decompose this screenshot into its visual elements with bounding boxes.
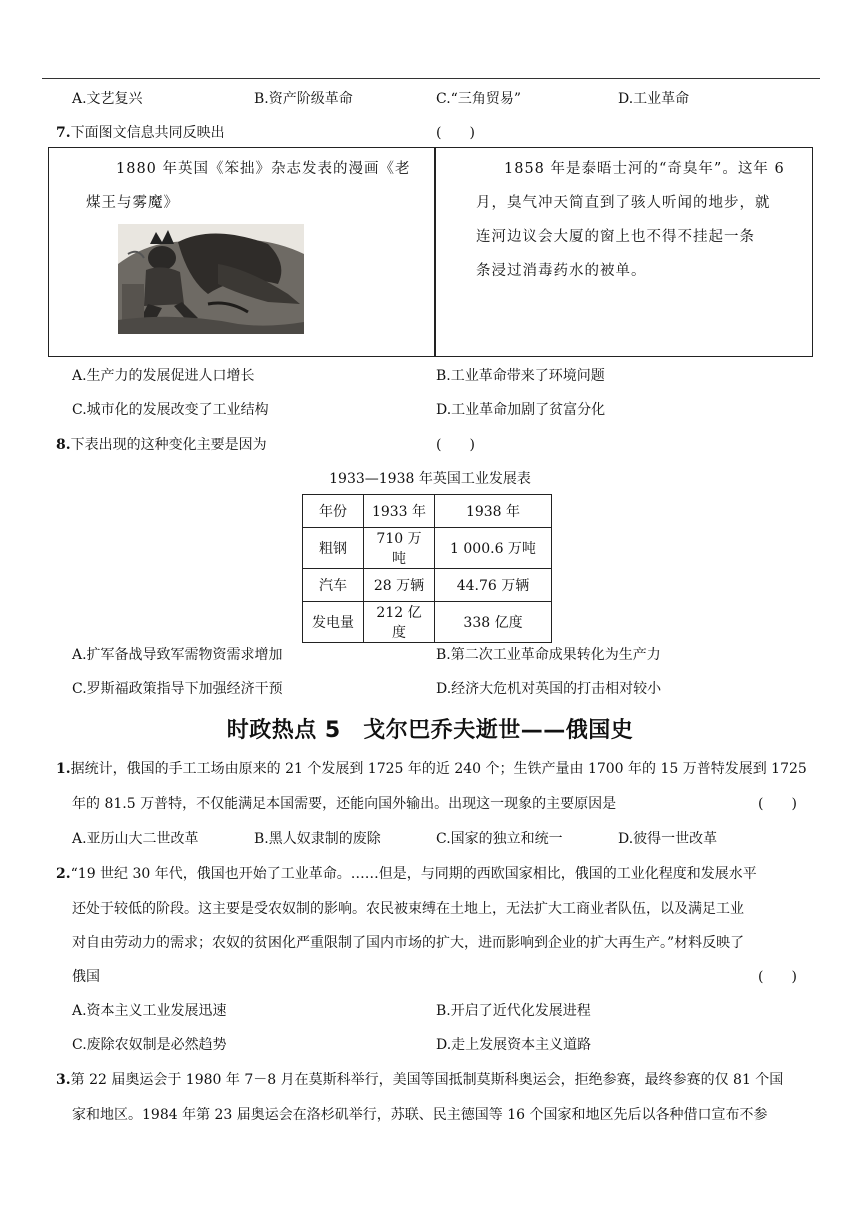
s3-line2: 家和地区。1984 年第 23 届奥运会在洛杉矶举行，苏联、民主德国等 16 个国家和地区先后以各种借口宣布不参 [72, 1107, 768, 1123]
q7-left-caption-line2: 煤王与雾魔》 [86, 195, 179, 211]
s1-line1 [56, 758, 807, 778]
s2-option-c[interactable]: C.废除农奴制是必然趋势 [72, 1037, 227, 1053]
table-cell: 28 万辆 [364, 569, 435, 602]
table-row [303, 528, 552, 569]
q8-stem-text: 下表出现的这种变化主要是因为 [70, 437, 267, 453]
top-option-a[interactable]: A.文艺复兴 [72, 91, 143, 107]
table-cell: 1 000.6 万吨 [435, 528, 552, 569]
s3-line1 [56, 1069, 783, 1089]
table-cell: 44.76 万辆 [435, 569, 552, 602]
table-cell: 710 万吨 [364, 528, 435, 569]
q7-option-c[interactable]: C.城市化的发展改变了工业结构 [72, 402, 269, 418]
table-header-cell: 年份 [303, 495, 364, 528]
q7-right-text-line3: 连河边议会大厦的窗上也不得不挂起一条 [476, 229, 755, 245]
q8-number: 8. [56, 437, 71, 453]
s2-line1-text: “19 世纪 30 年代，俄国也开始了工业革命。……但是，与同期的西欧国家相比，俄国的工业化程度和发展水平 [70, 866, 757, 882]
s1-option-b[interactable]: B.黑人奴隶制的废除 [254, 831, 381, 847]
q8-option-a[interactable]: A.扩军备战导致军需物资需求增加 [72, 647, 283, 663]
s2-option-a[interactable]: A.资本主义工业发展迅速 [72, 1003, 227, 1019]
s2-line3: 对自由劳动力的需求；农奴的贫困化严重限制了国内市场的扩大，进而影响到企业的扩大再生产。”材料反映了 [72, 935, 745, 951]
q7-answer-paren[interactable]: ( ) [436, 125, 475, 141]
s3-line1-text: 第 22 届奥运会于 1980 年 7－8 月在莫斯科举行，美国等国抵制莫斯科奥运会，拒绝参赛，最终参赛的仅 81 个国 [70, 1072, 784, 1088]
header-rule [42, 78, 820, 79]
q7-stem-text: 下面图文信息共同反映出 [70, 125, 225, 141]
q8-stem [56, 434, 267, 454]
top-option-b[interactable]: B.资产阶级革命 [254, 91, 353, 107]
top-option-d[interactable]: D.工业革命 [618, 91, 690, 107]
s1-option-a[interactable]: A.亚历山大二世改革 [72, 831, 199, 847]
q7-option-d[interactable]: D.工业革命加剧了贫富分化 [436, 402, 606, 418]
s2-line4: 俄国 [72, 969, 100, 985]
q8-option-b[interactable]: B.第二次工业革命成果转化为生产力 [436, 647, 661, 663]
q8-answer-paren[interactable]: ( ) [436, 437, 475, 453]
s2-answer-paren[interactable]: ( ) [758, 969, 797, 985]
s2-option-b[interactable]: B.开启了近代化发展进程 [436, 1003, 591, 1019]
q8-option-c[interactable]: C.罗斯福政策指导下加强经济干预 [72, 681, 283, 697]
table-cell: 汽车 [303, 569, 364, 602]
q8-industry-table [302, 494, 552, 643]
table-row [303, 569, 552, 602]
q7-right-text-line4: 条浸过消毒药水的被单。 [476, 263, 647, 279]
section-title: 时政热点 5 戈尔巴乔夫逝世——俄国史 [226, 718, 634, 743]
s2-line1 [56, 863, 757, 883]
table-cell: 发电量 [303, 602, 364, 643]
cartoon-image [118, 224, 304, 334]
s3-number: 3. [56, 1072, 71, 1088]
q7-stem [56, 122, 225, 142]
s1-option-c[interactable]: C.国家的独立和统一 [436, 831, 563, 847]
q7-option-a[interactable]: A.生产力的发展促进人口增长 [72, 368, 255, 384]
top-option-c[interactable]: C.“三角贸易” [436, 91, 521, 107]
table-row [303, 602, 552, 643]
s1-line2: 年的 81.5 万普特，不仅能满足本国需要，还能向国外输出。出现这一现象的主要原因是 [72, 796, 617, 812]
s1-option-d[interactable]: D.彼得一世改革 [618, 831, 718, 847]
q7-number: 7. [56, 125, 71, 141]
table-cell: 粗钢 [303, 528, 364, 569]
s2-number: 2. [56, 866, 71, 882]
q7-right-text-line1: 1858 年是泰晤士河的“奇臭年”。这年 6 [504, 161, 785, 177]
s1-line1-text: 据统计，俄国的手工工场由原来的 21 个发展到 1725 年的近 240 个；生铁产量由 1700 年的 15 万普特发展到 1725 [70, 761, 807, 777]
q8-table-title: 1933—1938 年英国工业发展表 [329, 471, 531, 487]
table-header-cell: 1938 年 [435, 495, 552, 528]
s1-number: 1. [56, 761, 71, 777]
table-header-cell: 1933 年 [364, 495, 435, 528]
s1-answer-paren[interactable]: ( ) [758, 796, 797, 812]
s2-option-d[interactable]: D.走上发展资本主义道路 [436, 1037, 592, 1053]
q7-option-b[interactable]: B.工业革命带来了环境问题 [436, 368, 605, 384]
q7-right-text-line2: 月，臭气冲天简直到了骇人听闻的地步，就 [476, 195, 771, 211]
s2-line2: 还处于较低的阶段。这主要是受农奴制的影响。农民被束缚在土地上，无法扩大工商业者队伍，以及满足工业 [72, 901, 744, 917]
table-cell: 338 亿度 [435, 602, 552, 643]
table-header-row [303, 495, 552, 528]
table-cell: 212 亿度 [364, 602, 435, 643]
q8-option-d[interactable]: D.经济大危机对英国的打击相对较小 [436, 681, 662, 697]
q7-left-caption-line1: 1880 年英国《笨拙》杂志发表的漫画《老 [116, 161, 411, 177]
